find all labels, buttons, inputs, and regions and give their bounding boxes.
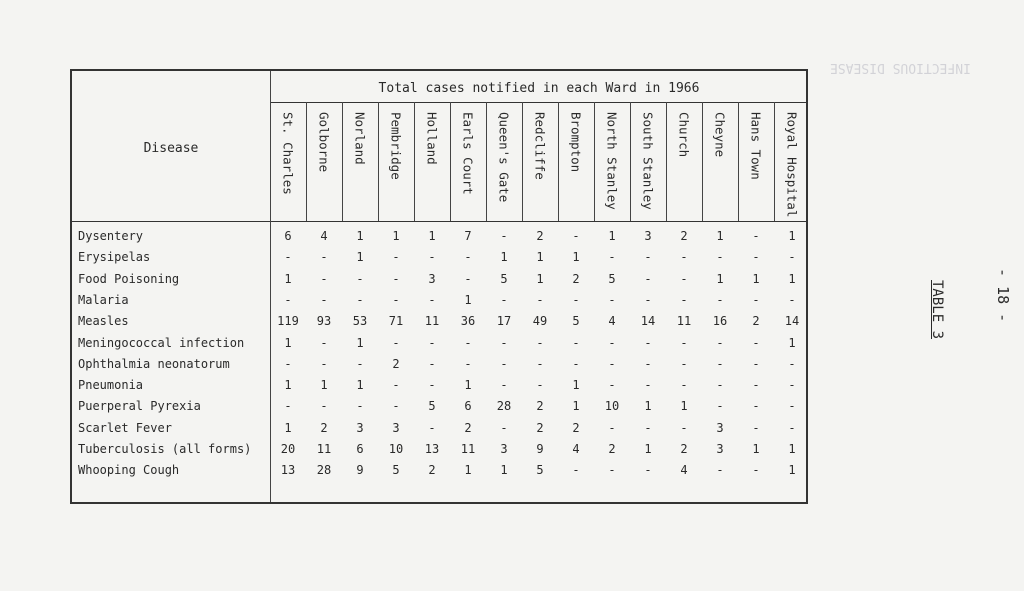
ward-header-label: Pembridge (388, 112, 404, 180)
ward-header-label: Queen's Gate (496, 112, 512, 203)
table-cell: 28 (316, 463, 332, 478)
table-cell: 1 (788, 442, 796, 456)
table-cell: 4 (608, 314, 616, 329)
table-cell: - (428, 292, 436, 307)
table-cell: 7 (464, 229, 472, 243)
ward-header-label: Royal Hospital (784, 112, 800, 218)
table-cell: 2 (536, 420, 544, 435)
table-cell: 1 (608, 229, 616, 243)
disease-name: Meningococcal infection (78, 335, 245, 350)
table-cell: - (644, 271, 652, 286)
disease-name: Food Poisoning (78, 271, 180, 286)
table-cell: - (680, 335, 688, 350)
table-cell: - (680, 271, 688, 286)
table-cell: - (752, 463, 760, 478)
ward-header-label: North Stanley (604, 112, 620, 210)
ward-header-label: Earls Court (460, 112, 476, 195)
table-cell: - (752, 292, 760, 307)
table-cell: - (320, 250, 328, 265)
table-cell: - (680, 378, 688, 393)
table-cell: 11 (460, 442, 476, 456)
disease-name: Puerperal Pyrexia (78, 399, 201, 414)
disease-column-header: Disease (143, 141, 199, 156)
table-cell: - (536, 292, 544, 307)
ward-header (486, 112, 522, 224)
table-cell: - (572, 292, 580, 307)
table-cell: - (536, 356, 544, 371)
table-cell: - (536, 378, 544, 393)
ward-header (558, 112, 594, 224)
table-cell: 2 (536, 229, 544, 243)
table-cell: 1 (284, 378, 292, 393)
table-cell: - (752, 335, 760, 350)
table-cell: 13 (280, 463, 296, 478)
disease-name: Whooping Cough (78, 463, 180, 478)
table-cell: 17 (496, 314, 512, 329)
table-cell: - (788, 420, 796, 435)
table-cell: 1 (284, 271, 292, 286)
group-header-rule (270, 102, 806, 103)
table-cell: 3 (356, 420, 364, 435)
table-cell: 3 (716, 442, 724, 456)
table-cell: 1 (788, 229, 796, 243)
table-cell: 2 (680, 442, 688, 456)
table-cell: 1 (464, 292, 472, 307)
table-cell: 1 (284, 420, 292, 435)
table-cell: - (752, 399, 760, 414)
table-cell: - (644, 335, 652, 350)
table-cell: - (500, 335, 508, 350)
table-cell: - (572, 335, 580, 350)
table-cell: - (320, 335, 328, 350)
table-cell: - (284, 292, 292, 307)
ward-header (414, 112, 450, 224)
table-cell: - (356, 271, 364, 286)
table-cell: - (752, 229, 760, 243)
table-cell: 1 (500, 250, 508, 265)
table-cell: 11 (676, 314, 692, 329)
table-cell: - (716, 292, 724, 307)
table-cell: 9 (356, 463, 364, 478)
table-cell: - (716, 335, 724, 350)
table-cell: - (572, 229, 580, 243)
table-cell: - (284, 250, 292, 265)
table-cell: - (716, 399, 724, 414)
table-cell: 2 (428, 463, 436, 478)
ward-header-label: Redcliffe (532, 112, 548, 180)
table-cell: - (752, 420, 760, 435)
table-cell: 1 (572, 399, 580, 414)
ward-header-label: St. Charles (280, 112, 296, 195)
table-cell: 1 (788, 463, 796, 478)
table-cell: 5 (572, 314, 580, 329)
table-cell: - (500, 378, 508, 393)
table-cell: 2 (392, 356, 400, 371)
table-cell: 3 (644, 229, 652, 243)
table-cell: - (392, 292, 400, 307)
table-cell: 2 (536, 399, 544, 414)
table-cell: 11 (424, 314, 440, 329)
ward-header (378, 112, 414, 224)
table-cell: - (716, 378, 724, 393)
table-cell: - (428, 335, 436, 350)
table-cell: 1 (356, 250, 364, 265)
table-cell: 6 (356, 442, 364, 456)
table-cell: - (788, 292, 796, 307)
table-cell: 1 (356, 335, 364, 350)
ward-header-label: Church (676, 112, 692, 158)
page-number: - 18 - (994, 268, 1012, 323)
table-cell: 1 (752, 442, 760, 456)
table-cell: 1 (464, 378, 472, 393)
table-cell: 2 (680, 229, 688, 243)
disease-name: Tuberculosis (all forms) (78, 442, 252, 456)
table-cell: - (680, 420, 688, 435)
table-cell: - (788, 356, 796, 371)
bleed-through-text: INFECTIOUS DISEASE (830, 60, 971, 75)
table-cell: 1 (572, 378, 580, 393)
table-cell: 1 (356, 229, 364, 243)
table-cell: 2 (572, 271, 580, 286)
ward-header-label: Holland (424, 112, 440, 165)
table-cell: - (392, 378, 400, 393)
table-cell: 4 (572, 442, 580, 456)
table-cell: - (320, 292, 328, 307)
table-cell: 5 (608, 271, 616, 286)
table-cell: - (356, 356, 364, 371)
ward-header-label: Golborne (316, 112, 332, 173)
ward-header-label: Cheyne (712, 112, 728, 158)
table-cell: - (788, 399, 796, 414)
table-cell: - (464, 335, 472, 350)
table-cell: 1 (392, 229, 400, 243)
table-cell: 4 (680, 463, 688, 478)
table-cell: 14 (640, 314, 656, 329)
ward-header-label: Hans Town (748, 112, 764, 180)
table-cell: - (680, 356, 688, 371)
ward-header (738, 112, 774, 224)
table-cell: - (608, 463, 616, 478)
table-cell: - (500, 229, 508, 243)
table-cell: - (608, 292, 616, 307)
table-cell: - (536, 335, 544, 350)
table-cell: - (464, 271, 472, 286)
table-cell: - (644, 420, 652, 435)
table-cell: - (788, 378, 796, 393)
table-cell: - (788, 250, 796, 265)
table-cell: 5 (536, 463, 544, 478)
table-cell: - (284, 399, 292, 414)
table-cell: - (320, 356, 328, 371)
table-cell: 1 (788, 335, 796, 350)
table-cell: 1 (428, 229, 436, 243)
table-cell: 3 (500, 442, 508, 456)
disease-name: Malaria (78, 292, 129, 307)
table-cell: 5 (392, 463, 400, 478)
table-cell: - (752, 378, 760, 393)
table-cell: - (500, 292, 508, 307)
table-cell: - (644, 378, 652, 393)
ward-header (270, 112, 306, 224)
table-cell: 6 (284, 229, 292, 243)
table-cell: 2 (572, 420, 580, 435)
table-cell: 2 (320, 420, 328, 435)
table-cell: - (392, 335, 400, 350)
table-cell: 14 (784, 314, 800, 329)
ward-header (522, 112, 558, 224)
ward-header (342, 112, 378, 224)
table-cell: - (644, 250, 652, 265)
table-cell: 13 (424, 442, 440, 456)
table-cell: - (464, 356, 472, 371)
table-cell: - (716, 356, 724, 371)
table-cell: - (752, 356, 760, 371)
table-cell: 1 (716, 229, 724, 243)
disease-name: Ophthalmia neonatorum (78, 356, 230, 371)
ward-header-label: South Stanley (640, 112, 656, 210)
table-cell: - (392, 271, 400, 286)
disease-name: Scarlet Fever (78, 420, 172, 435)
table-cell: 1 (752, 271, 760, 286)
table-cell: 1 (644, 442, 652, 456)
ward-header (774, 112, 810, 224)
disease-name: Erysipelas (78, 250, 151, 265)
table-cell: 2 (752, 314, 760, 329)
table-cell: 10 (388, 442, 404, 456)
table-cell: - (608, 250, 616, 265)
table-cell: - (608, 378, 616, 393)
table-cell: - (392, 399, 400, 414)
table-cell: 20 (280, 442, 296, 456)
table-cell: 1 (788, 271, 796, 286)
table-cell: 53 (352, 314, 368, 329)
table-cell: 1 (500, 463, 508, 478)
table-label: TABLE 3 (929, 280, 945, 340)
table-cell: - (752, 250, 760, 265)
table-cell: 1 (680, 399, 688, 414)
ward-header (594, 112, 630, 224)
ward-header (306, 112, 342, 224)
table-cell: - (428, 420, 436, 435)
table-cell: 2 (608, 442, 616, 456)
table-cell: 49 (532, 314, 548, 329)
table-cell: 3 (428, 271, 436, 286)
table-cell: 5 (428, 399, 436, 414)
ward-header-label: Brompton (568, 112, 584, 173)
table-cell: 36 (460, 314, 476, 329)
table-cell: - (716, 463, 724, 478)
table-cell: - (356, 292, 364, 307)
table-cell: - (320, 271, 328, 286)
table-cell: 1 (536, 250, 544, 265)
table-cell: - (572, 356, 580, 371)
table-cell: 1 (536, 271, 544, 286)
table-cell: 4 (320, 229, 328, 243)
table-cell: 10 (604, 399, 620, 414)
table-cell: 1 (572, 250, 580, 265)
table-cell: - (356, 399, 364, 414)
table-cell: - (392, 250, 400, 265)
table-cell: 71 (388, 314, 404, 329)
table-cell: - (608, 356, 616, 371)
table-cell: 6 (464, 399, 472, 414)
disease-name: Pneumonia (78, 378, 144, 393)
group-header: Total cases notified in each Ward in 1966 (378, 81, 700, 96)
table-cell: - (464, 250, 472, 265)
table-cell: - (500, 356, 508, 371)
table-cell: 1 (320, 378, 328, 393)
table-cell: - (644, 292, 652, 307)
disease-name: Measles (78, 314, 129, 329)
table-cell: - (680, 250, 688, 265)
table-cell: - (500, 420, 508, 435)
table-cell: 9 (536, 442, 544, 456)
table-cell: - (428, 250, 436, 265)
ward-header (666, 112, 702, 224)
table-cell: 3 (716, 420, 724, 435)
ward-header (702, 112, 738, 224)
disease-ward-table (70, 69, 808, 504)
table-cell: - (572, 463, 580, 478)
table-cell: - (428, 378, 436, 393)
ward-header (630, 112, 666, 224)
table-cell: 11 (316, 442, 332, 456)
table-cell: 119 (277, 314, 299, 329)
table-cell: 1 (644, 399, 652, 414)
table-cell: 3 (392, 420, 400, 435)
table-cell: - (716, 250, 724, 265)
table-cell: - (284, 356, 292, 371)
table-cell: - (644, 356, 652, 371)
ward-header-label: Norland (352, 112, 368, 165)
table-cell: 5 (500, 271, 508, 286)
table-cell: 93 (316, 314, 332, 329)
table-cell: 1 (464, 463, 472, 478)
table-cell: - (644, 463, 652, 478)
ward-header (450, 112, 486, 224)
disease-name: Dysentery (78, 229, 144, 243)
table-cell: 1 (356, 378, 364, 393)
table-cell: - (428, 356, 436, 371)
table-cell: - (608, 420, 616, 435)
table-cell: 16 (712, 314, 728, 329)
table-cell: - (680, 292, 688, 307)
table-cell: - (608, 335, 616, 350)
table-cell: 1 (284, 335, 292, 350)
table-cell: 28 (496, 399, 512, 414)
table-cell: 2 (464, 420, 472, 435)
table-cell: - (320, 399, 328, 414)
table-cell: 1 (716, 271, 724, 286)
